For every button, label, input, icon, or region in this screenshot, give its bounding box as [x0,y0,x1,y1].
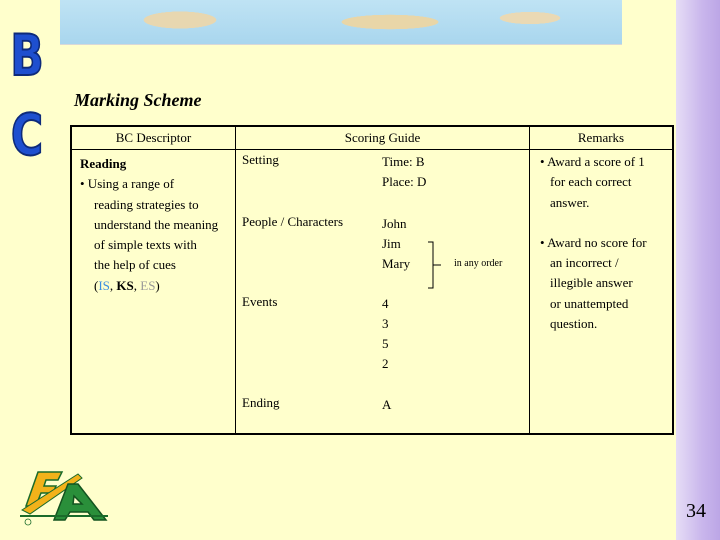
remark-line: question. [550,316,598,332]
setting-values [382,152,426,192]
header-remarks: Remarks [530,126,674,150]
scoring-guide-cell [236,150,530,435]
remark-1-bullet: • Award a score of 1 [540,154,645,169]
slide-title: Marking Scheme [74,90,202,110]
remark-line: answer. [550,194,590,210]
cue-sep: , [109,277,117,293]
remark-line: an incorrect / [550,255,619,271]
descriptor-bullet: • Using a range of [80,176,175,192]
page-number: 34 [686,500,706,522]
ending-value: A [382,397,392,412]
event-value: 3 [382,316,389,331]
events-label: Events [242,294,278,309]
cue-ks: KS [116,277,134,293]
descriptor-line: of simple texts with [94,237,197,253]
setting-time: Time: B [382,154,425,169]
cue-sep: , [133,277,141,293]
ending-label: Ending [242,395,280,410]
marking-scheme-table [70,125,674,435]
header-map-image [60,0,622,45]
setting-label: Setting [242,152,279,167]
event-value: 2 [382,356,389,371]
events-values [382,294,389,374]
people-label: People / Characters [242,214,344,229]
remarks-cell [530,150,674,435]
table-header-row [71,126,673,150]
descriptor-cell [71,150,236,435]
people-values [382,214,410,274]
descriptor-line: the help of cues [94,257,176,273]
bracket-icon [427,240,455,290]
people-value: Jim [382,236,401,251]
cue-is: IS [98,277,110,293]
header-descriptor: BC Descriptor [71,126,236,150]
event-value: 5 [382,336,389,351]
side-letters-logo [10,18,44,168]
cue-es: ES [140,277,156,293]
side-letter-c: C [10,102,44,168]
remark-line: for each correct [550,174,632,190]
people-value: John [382,216,407,231]
descriptor-line: reading strategies to [94,196,199,212]
remark-spacer [540,213,672,233]
cue-close: ) [155,277,160,293]
setting-place: Place: D [382,174,427,189]
cue-open: ( [94,277,99,293]
header-scoring-guide: Scoring Guide [236,126,530,150]
descriptor-line: understand the meaning [94,216,219,232]
people-value: Mary [382,256,411,271]
any-order-note: in any order [454,258,503,269]
remark-line: or unattempted [550,295,629,311]
event-value: 4 [382,296,389,311]
side-letter-b: B [10,23,44,90]
descriptor-cues [80,276,235,296]
ea-logo [18,466,110,526]
remark-2-bullet: • Award no score for [540,234,647,250]
table-body-row [71,150,673,435]
right-decorative-strip [676,0,720,540]
descriptor-heading: Reading [80,156,127,171]
remark-line: illegible answer [550,275,633,291]
